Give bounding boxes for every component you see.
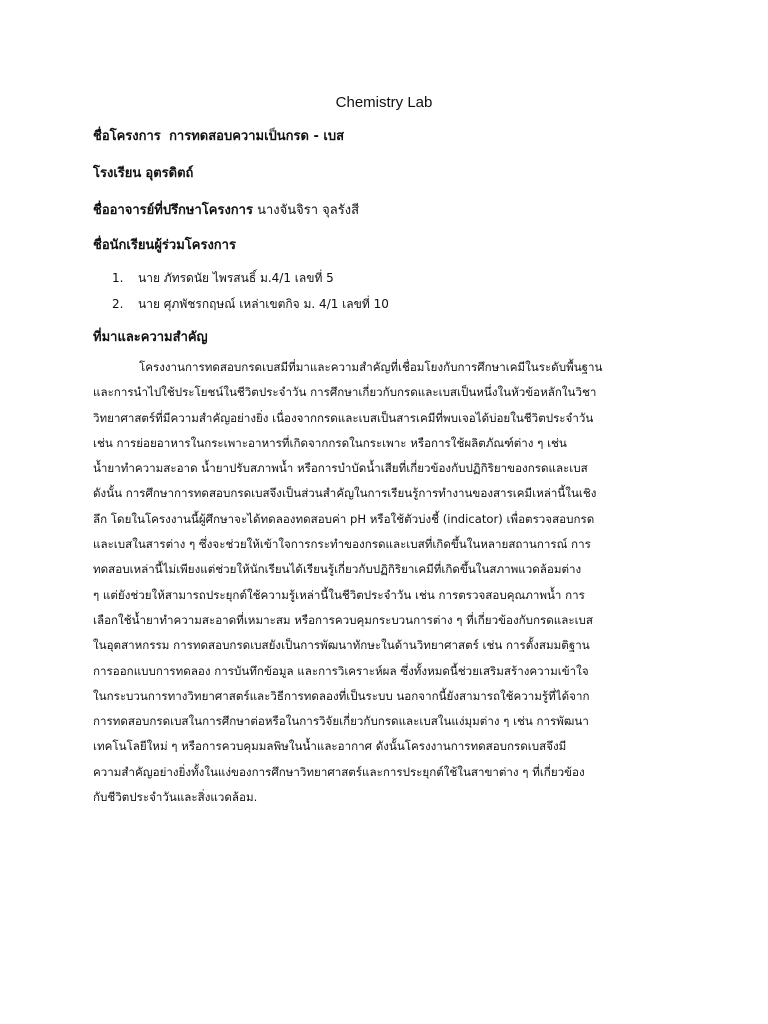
school-value: อุตรดิตถ์ xyxy=(145,166,194,181)
member-list-item xyxy=(112,294,389,320)
paragraph-line: ในอุตสาหกรรม การทดสอบกรดเบสยังเป็นการพัฒนาทักษะในด้านวิทยาศาสตร์ เช่น การตั้งสมมติฐาน xyxy=(93,638,590,653)
project-name-line xyxy=(93,127,344,147)
paragraph-line: ลึก โดยในโครงงานนี้ผู้ศึกษาจะได้ทดลองทดสอบค่า pH หรือใช้ตัวบ่งชี้ (indicator) เพื่อตรวจสอบกรด xyxy=(93,511,595,526)
paragraph-line: เช่น การย่อยอาหารในกระเพาะอาหารที่เกิดจากกรดในกระเพาะ หรือการใช้ผลิตภัณฑ์ต่าง ๆ เช่น xyxy=(93,435,567,450)
member-number: 1. xyxy=(112,271,124,285)
paragraph-line: ดังนั้น การศึกษาการทดสอบกรดเบสจึงเป็นส่วนสำคัญในการเรียนรู้การทำงานของสารเคมีเหล่านี้ในเชิง xyxy=(93,486,597,501)
member-list xyxy=(112,268,389,320)
school-label: โรงเรียน xyxy=(93,166,142,181)
advisor-value: นางจันจิรา จุลรังสี xyxy=(257,203,360,218)
paragraph-line: ความสำคัญอย่างยิ่งทั้งในแง่ของการศึกษาวิทยาศาสตร์และการประยุกต์ใช้ในสาขาต่าง ๆ ที่เกี่ยวข้อง xyxy=(93,764,585,779)
document-title: Chemistry Lab xyxy=(335,94,433,111)
paragraph-line: เลือกใช้น้ำยาทำความสะอาดที่เหมาะสม หรือการควบคุมกระบวนการต่าง ๆ ที่เกี่ยวข้องกับกรดและเบส xyxy=(93,612,593,627)
project-name-label: ชื่อโครงการ xyxy=(93,129,161,144)
paragraph-line: กับชีวิตประจำวันและสิ่งแวดล้อม. xyxy=(93,790,258,805)
paragraph-line: ๆ แต่ยังช่วยให้สามารถประยุกต์ใช้ความรู้เหล่านี้ในชีวิตประจำวัน เช่น การตรวจสอบคุณภาพน้ำ การ xyxy=(93,587,585,602)
paragraph-line: การออกแบบการทดลอง การบันทึกข้อมูล และการวิเคราะห์ผล ซึ่งทั้งหมดนี้ช่วยเสริมสร้างความเข้าใจ xyxy=(93,663,589,678)
advisor-line xyxy=(93,201,359,221)
members-label: ชื่อนักเรียนผู้ร่วมโครงการ xyxy=(93,238,236,253)
member-text: นาย ศุภพัชรกฤษณ์ เหล่าเขตกิจ ม. 4/1 เลขที่ 10 xyxy=(138,297,389,311)
paragraph-line: การทดสอบกรดเบสในการศึกษาต่อหรือในการวิจัยเกี่ยวกับกรดและเบสในแง่มุมต่าง ๆ เช่น การพัฒนา xyxy=(93,714,589,729)
paragraph-line: ในกระบวนการทางวิทยาศาสตร์และวิธีการทดลองที่เป็นระบบ นอกจากนี้ยังสามารถใช้ความรู้ที่ได้จาก xyxy=(93,688,590,703)
member-text: นาย ภัทรดนัย ไพรสนธิ์ ม.4/1 เลขที่ 5 xyxy=(138,271,334,285)
paragraph-line: และเบสในสารต่าง ๆ ซึ่งจะช่วยให้เข้าใจการกระทำของกรดและเบสที่เกิดขึ้นในหลายสถานการณ์ การ xyxy=(93,537,591,552)
members-heading-line xyxy=(93,236,236,256)
advisor-label: ชื่ออาจารย์ที่ปรึกษาโครงการ xyxy=(93,203,253,218)
member-list-item xyxy=(112,268,389,294)
school-line xyxy=(93,164,193,184)
paragraph-line: วิทยาศาสตร์ที่มีความสำคัญอย่างยิ่ง เนื่องจากกรดและเบสเป็นสารเคมีที่พบเจอได้บ่อยในชีวิตประจำวัน xyxy=(93,410,594,425)
section-heading: ที่มาและความสำคัญ xyxy=(93,330,208,345)
paragraph-line: และการนำไปใช้ประโยชน์ในชีวิตประจำวัน การศึกษาเกี่ยวกับกรดและเบสเป็นหนึ่งในหัวข้อหลักในวิชา xyxy=(93,385,597,400)
paragraph-line: น้ำยาทำความสะอาด น้ำยาปรับสภาพน้ำ หรือการบำบัดน้ำเสียที่เกี่ยวข้องกับปฏิกิริยาของกรดและเบส xyxy=(93,461,588,476)
paragraph-line: ทดสอบเหล่านี้ไม่เพียงแต่ช่วยให้นักเรียนได้เรียนรู้เกี่ยวกับปฏิกิริยาเคมีที่เกิดขึ้นในสภาพแวดล้อมต่าง xyxy=(93,562,582,577)
member-number: 2. xyxy=(112,297,124,311)
project-name-value: การทดสอบความเป็นกรด - เบส xyxy=(169,129,345,144)
paragraph-line: โครงงานการทดสอบกรดเบสมีที่มาและความสำคัญที่เชื่อมโยงกับการศึกษาเคมีในระดับพื้นฐาน xyxy=(139,360,603,374)
paragraph-line: เทคโนโลยีใหม่ ๆ หรือการควบคุมมลพิษในน้ำและอากาศ ดังนั้นโครงงานการทดสอบกรดเบสจึงมี xyxy=(93,739,567,754)
body-paragraph xyxy=(93,357,675,812)
